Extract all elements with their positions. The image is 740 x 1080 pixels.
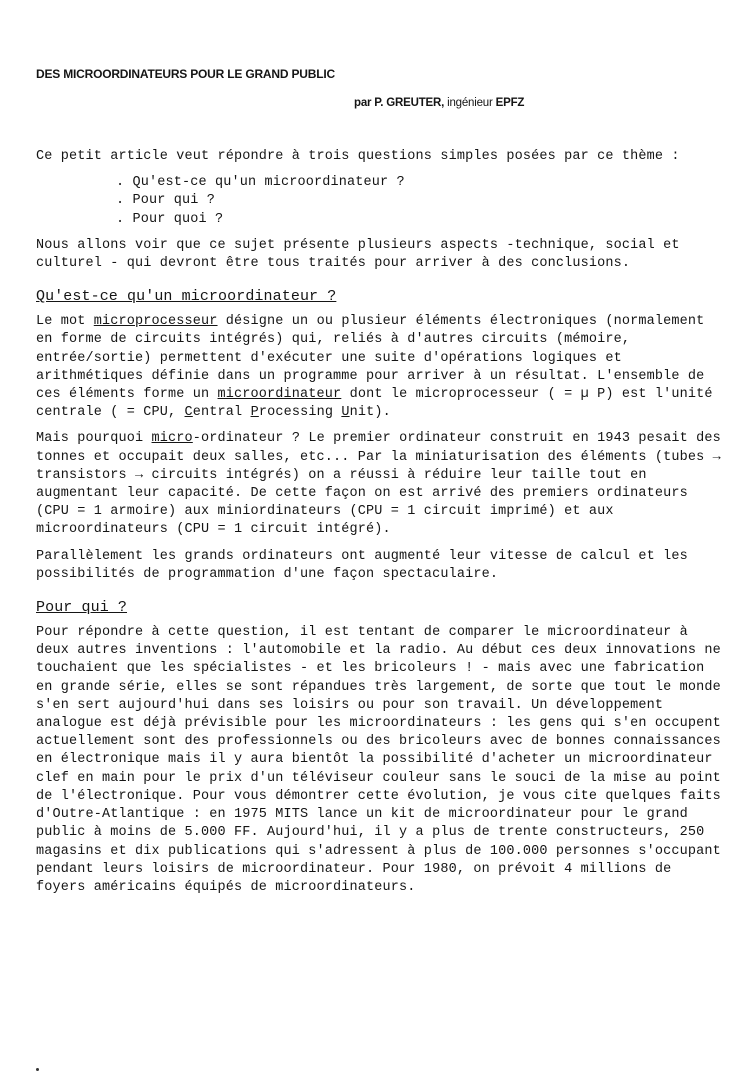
intro-paragraph: Ce petit article veut répondre à trois questions simples posées par ce thème : [36, 149, 680, 164]
article-byline [354, 97, 524, 109]
stray-mark [36, 1068, 39, 1071]
text-run: entral [192, 405, 251, 421]
text-run: Mais pourquoi [36, 431, 152, 447]
question-item: . Qu'est-ce qu'un microordinateur ? [116, 174, 726, 192]
text-run: nit). [349, 405, 391, 421]
section-heading-who: Pour qui ? [36, 599, 128, 617]
underlined-term: microordinateur [217, 387, 342, 403]
parallel-paragraph: Parallèlement les grands ordinateurs ont augmenté leur vitesse de calcul et les possibilités de programmation d'une façon spectaculaire. [36, 548, 688, 582]
underlined-term: micro [151, 431, 193, 447]
question-list [36, 174, 726, 229]
author-school: EPFZ [495, 97, 525, 109]
text-run: Le mot [36, 314, 94, 330]
definition-paragraph [36, 313, 726, 422]
intro-conclusion: Nous allons voir que ce sujet présente plusieurs aspects -technique, social et culturel - qui devront être tous traités pour arriver à des conclusions. [36, 237, 680, 272]
underlined-term: microprocesseur [93, 314, 218, 330]
text-run: désigne un ou plusieur éléments électroniques (normalement en forme de circuits intégrés) qui, reliés à d'autres circuits (mémoire, entrée/sortie) permettent d'exécuter une suite d'opérations logiques et arithmétiques définie dans un programme pour arriver à un résultat. L'ensemble de ces éléments forme un [36, 314, 705, 403]
text-run: dont le microprocesseur ( = µ P) est l'unité centrale ( = CPU, [36, 387, 713, 421]
byline-prefix: par [354, 97, 372, 109]
miniaturization-paragraph [36, 430, 726, 539]
section-heading-what: Qu'est-ce qu'un microordinateur ? [36, 288, 337, 306]
who-paragraph: Pour répondre à cette question, il est tentant de comparer le microordinateur à deux autres inventions : l'automobile et la radio. Au début ces deux innovations ne touchaient que les spécialistes - et les bricoleurs ! - mais avec une fabrication en grande série, elles se sont répandues très largement, de sorte que tout le monde s'en sert aujourd'hui dans ses loisirs ou pour son travail. Un développement analogue est déjà prévisible pour les microordinateurs : les gens qui s'en occupent actuellement sont des professionnels ou des bricoleurs avec de bonnes connaissances en électronique mais il y aura bientôt la possibilité d'acheter un microordinateur clef en main pour le prix d'un téléviseur couleur sans le souci de la mise au point de l'électronique. Pour vous démontrer cette évolution, je vous cite quelques faits d'Outre-Atlantique : en 1975 MITS lance un kit de microordinateur pour le grand public à moins de 5.000 FF. Aujourd'hui, il y a plus de trente constructeurs, 250 magasins et dix publications qui s'adressent à plus de 100.000 personnes s'occupant pendant leurs loisirs de microordinateur. Pour 1980, on prévoit 4 millions de foyers américains équipés de microordinateurs. [36, 625, 721, 895]
text-run: rocessing [258, 405, 342, 421]
author-name: P. GREUTER, [374, 97, 445, 109]
article-title: DES MICROORDINATEURS POUR LE GRAND PUBLIC [36, 67, 335, 81]
underlined-letter: P [250, 405, 259, 421]
question-item: . Pour qui ? [116, 192, 726, 210]
author-role: ingénieur [447, 97, 493, 109]
article-body [36, 148, 726, 897]
text-run: -ordinateur ? Le premier ordinateur construit en 1943 pesait des tonnes et occupait deux salles, etc... Par la miniaturisation des éléments (tubes → transistors → circuits intégrés) on a réussi à réduire leur taille tout en augmentant leur capacité. De cette façon on est arrivé des premiers ordinateurs (CPU = 1 armoire) aux miniordinateurs (CPU = 1 circuit imprimé) et aux microordinateurs (CPU = 1 circuit intégré). [36, 431, 721, 538]
underlined-letter: C [184, 405, 193, 421]
underlined-letter: U [341, 405, 350, 421]
question-item: . Pour quoi ? [116, 211, 726, 229]
